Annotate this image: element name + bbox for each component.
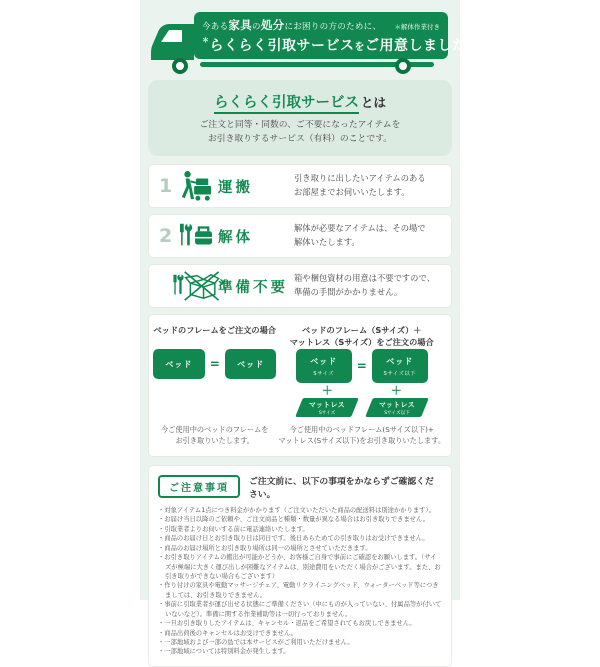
bed-box-s-size-under: ベッド Sサイズ以下 [372, 349, 428, 383]
banner-line1 [202, 17, 440, 33]
step-desc-line1: 引き取りに出したいアイテムのある [294, 173, 426, 184]
caution-list-item: ・ 引取業者よりお伺いする前に電話連絡いたします。 [158, 525, 442, 534]
bed-left-caption: 今ご使用中のベッドのフレームを お引き取りいたします。 [160, 425, 269, 446]
caution-badge: ご注意事項 [158, 475, 240, 498]
caution-list-item: ・ 商品出荷後のキャンセルはお受けできません。 [158, 629, 442, 638]
banner-box [194, 12, 481, 59]
step-desc-line2: 解体いたします。 [294, 237, 360, 248]
step-label: 解体 [218, 229, 253, 246]
step-description [294, 172, 441, 199]
caution-lead-text: ご注文前に、以下の事項をかならずご確認ください。 [249, 476, 434, 500]
caution-list-item: ・ 作り付けの家具や電動マッサージチェア、電動リクライニングベッド、ウォーターベッド等につきましては、お引き取りできません。 [158, 581, 442, 600]
caution-list-item: ・ 商品のお届け日とお引き取り日は同日です。後日あらためての引き取りはお受けできません。 [158, 534, 442, 543]
truck-cab-icon [150, 22, 196, 66]
step-label: 準備不要 [218, 279, 288, 296]
caution-list-item: ・ 一旦お引き取りしたアイテムは、キャンセル・返品をご希望されてもお戻しできません。 [158, 619, 442, 628]
step-number: 2 [159, 225, 173, 248]
service-intro-box [148, 80, 452, 156]
service-intro-description [154, 118, 446, 146]
step-label: 運搬 [218, 179, 253, 196]
step-desc-line2: お部屋までお伺いいたします。 [294, 187, 410, 198]
banner-line2: ＊らくらく引取サービスをご用意しました。 [202, 36, 481, 54]
content-column [140, 0, 481, 656]
mattress-shape-s-size-under: マットレス Sサイズ以下 [365, 398, 429, 417]
caution-list-item: ・ お届け当日以降のご依頼や、ご注文商品と種類・数量が異なる場合はお引き取りできません。 [158, 515, 442, 524]
plus-signs: ＋ ＋ [321, 384, 402, 398]
tools-toolbox-icon [174, 220, 218, 252]
step-desc-line2: 準備の手間がかかりません。 [294, 287, 403, 298]
caution-list [158, 506, 442, 657]
caution-list-item: ・ 商品のお届け場所とお引き取り場所は同一の場所とさせていただきます。 [158, 544, 442, 553]
equals-sign: = [209, 357, 220, 372]
intro-desc-line2: お引き取りするサービス（有料）のことです。 [207, 134, 393, 145]
bed-box: ベッド [225, 349, 277, 379]
porter-cart-icon [174, 170, 218, 202]
step-description [294, 222, 441, 249]
bed-right-row [276, 349, 447, 383]
step-desc-line1: 解体が必要なアイテムは、その場で [294, 223, 426, 234]
service-intro-title: らくらく引取サービス とは [154, 91, 446, 112]
truck-wheel-icon [172, 58, 188, 74]
caution-header [158, 474, 442, 500]
truck-wheel-icon [395, 58, 411, 74]
mattress-row [276, 398, 447, 417]
banner-line1-text: 今ある家具の処分にお困りの方のために、 [202, 18, 382, 32]
step-card-disassembly [148, 214, 452, 258]
bed-pickup-diagrams [148, 314, 452, 457]
caution-list-item: ・ 一部地域については特別料金が発生します。 [158, 647, 442, 656]
bed-box-s-size: ベッド Sサイズ [296, 349, 352, 383]
step-card-transport [148, 164, 452, 208]
caution-list-item: ・ 一部地域および一部の島では本サービスがご利用いただけません。 [158, 638, 442, 647]
intro-desc-line1: ご注文と同等・同数の、ご不要になったアイテムを [199, 120, 401, 130]
caution-list-item: ・ 事前に引取業者が運び出せる状態にご準備ください（中にものが入っていない、付属品等が付いていないなど）。準備に関する作業補助等は一切行っておりません。 [158, 600, 442, 619]
bed-left-row [153, 349, 276, 379]
bed-box: ベッド [153, 349, 205, 379]
bed-left-title: ベッドのフレームをご注文の場合 [153, 325, 276, 336]
bed-right-caption: 今ご使用中のベッドフレーム(Sサイズ以下)+ マットレス(Sサイズ以下)をお引き取りいたします。 [278, 425, 446, 446]
step-description [294, 272, 441, 299]
caution-list-item: ・ お引き取りアイテムの搬出が可能かどうか、お客様ご自身で事前にご確認をお願いします。（サイズが極端に大きく運び出しが困難なアイテムは、別途費用をいただく場合がございます。また、お引き取りができない場合もございます） [158, 553, 442, 581]
bed-frame-mattress-diagram [276, 325, 447, 447]
mattress-shape-s-size: マットレス Sサイズ [295, 398, 359, 417]
equals-sign: = [356, 359, 367, 374]
no-packing-crossed-box-icon [174, 270, 218, 302]
step-desc-line1: 箱や梱包資材の用意は不要ですので、 [294, 273, 435, 284]
banner-note: ＊解体作業付き [394, 23, 440, 31]
truck-banner [148, 9, 481, 73]
caution-list-item: ・ 対象アイテム1点につき料金がかかります（ご注文いただいた商品の配送料は別途かかります）。 [158, 506, 442, 515]
caution-section [148, 465, 452, 667]
bed-right-title: ベッドのフレーム（Sサイズ）＋ マットレス（Sサイズ）をご注文の場合 [289, 325, 434, 348]
step-card-no-preparation [148, 264, 452, 308]
bed-frame-diagram [153, 325, 276, 447]
step-number: 1 [159, 175, 173, 198]
